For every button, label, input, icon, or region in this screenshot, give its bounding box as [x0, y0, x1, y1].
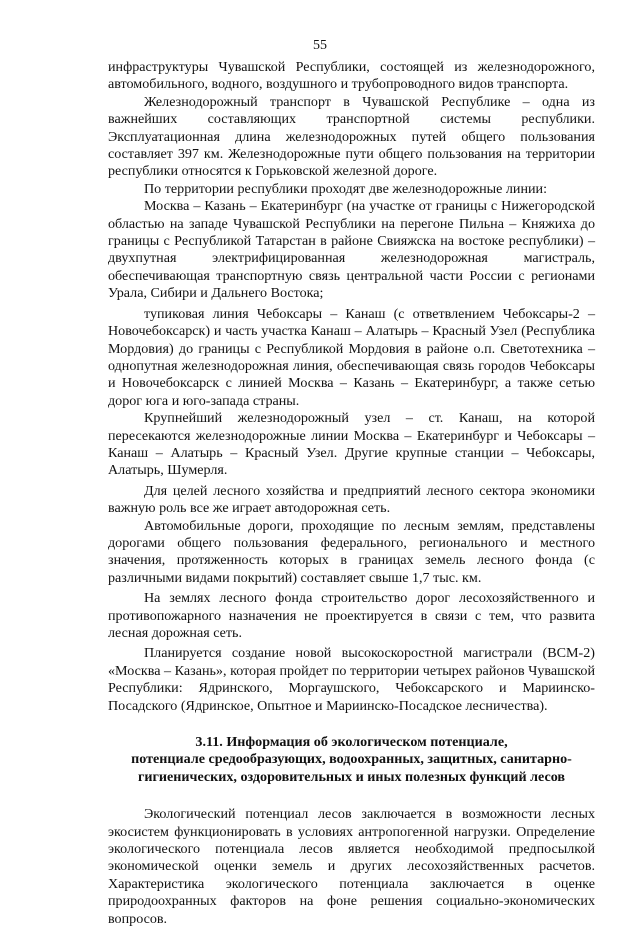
section-heading-line: потенциале средообразующих, водоохранных, защитных, санитарно- — [131, 751, 572, 768]
paragraph-ecological-potential: Экологический потенциал лесов заключается в возможности лесных экосистем функционировать в условиях антропогенной нагрузки. Определение экологического потенциала лесов является необходимой предпосылкой экономической оценки земель и других лесохозяйственных расчетов. Характеристика экологического потенциала заключается в оценке природоохранных факторов на фоне решения социально-экономических вопросов. — [108, 806, 595, 927]
page-number: 55 — [313, 38, 327, 53]
paragraph-high-speed-rail: Планируется создание новой высокоскоростной магистрали (ВСМ-2) «Москва – Казань», которая пройдет по территории четырех районов Чувашской Республики: Ядринского, Моргаушского, Чебоксарского и Мариинско-Посадского (Ядринское, Опытное и Мариинско-Посадское лесничества). — [108, 645, 595, 714]
paragraph-highways: Автомобильные дороги, проходящие по лесным землям, представлены дорогами общего пользования федерального, регионального и местного значения, протяженность которых в границах земель лесного фонда (с различными видами покрытий) составляет свыше 1,7 тыс. км. — [108, 517, 595, 586]
paragraph-forest-roads: На землях лесного фонда строительство дорог лесохозяйственного и противопожарного назначения не проектируется в связи с тем, что развита лесная дорожная сеть. — [108, 590, 595, 641]
paragraph-kanash-junction: Крупнейший железнодорожный узел – ст. Канаш, на которой пересекаются железнодорожные линии Москва – Екатеринбург и Чебоксары – Канаш – Алатырь – Красный Узел. Другие крупные станции – Чебоксары, Алатырь, Шумерля. — [108, 410, 595, 479]
paragraph-line-moscow-kazan: Москва – Казань – Екатеринбург (на участке от границы с Нижегородской областью на западе Чувашской Республики на перегоне Пильна – Княжиха до границы с Республикой Татарстан в районе Свияжска на востоке республики) – двухпутная электрифицированная железнодорожная магистраль, обеспечивающая транспортную связь центральной части России с регионами Урала, Сибири и Дальнего Востока; — [108, 198, 595, 302]
paragraph-road-network-role: Для целей лесного хозяйства и предприятий лесного сектора экономики важную роль все же играет автодорожная сеть. — [108, 482, 595, 517]
paragraph-infrastructure-continuation: инфраструктуры Чувашской Республики, состоящей из железнодорожного, автомобильного, водного, воздушного и трубопроводного видов транспорта. — [108, 59, 595, 93]
section-heading-line: 3.11. Информация об экологическом потенциале, — [195, 734, 508, 751]
paragraph-line-cheboksary-kanash: тупиковая линия Чебоксары – Канаш (с ответвлением Чебоксары-2 – Новочебоксарск) и часть участка Канаш – Алатырь – Красный Узел (Республика Мордовия) до границы с Республикой Мордовия в районе о.п. Светотехника – однопутная железнодорожная линия, обеспечивающая связь городов Чебоксары и Новочебоксарск с линией Москва – Казань – Екатеринбург, а также сетью дорог юга и юго-запада страны. — [108, 305, 595, 409]
paragraph-railway-transport: Железнодорожный транспорт в Чувашской Республике – одна из важнейших составляющих транспортной системы республики. Эксплуатационная длина железнодорожных путей общего пользования составляет 397 км. Железнодорожные пути общего пользования на территории республики относятся к Горьковской железной дороге. — [108, 93, 595, 180]
paragraph-two-lines-intro: По территории республики проходят две железнодорожные линии: — [144, 180, 548, 197]
page-body — [108, 59, 595, 928]
section-heading-3-11 — [108, 734, 595, 786]
section-heading-line: гигиенических, оздоровительных и иных полезных функций лесов — [137, 768, 566, 785]
